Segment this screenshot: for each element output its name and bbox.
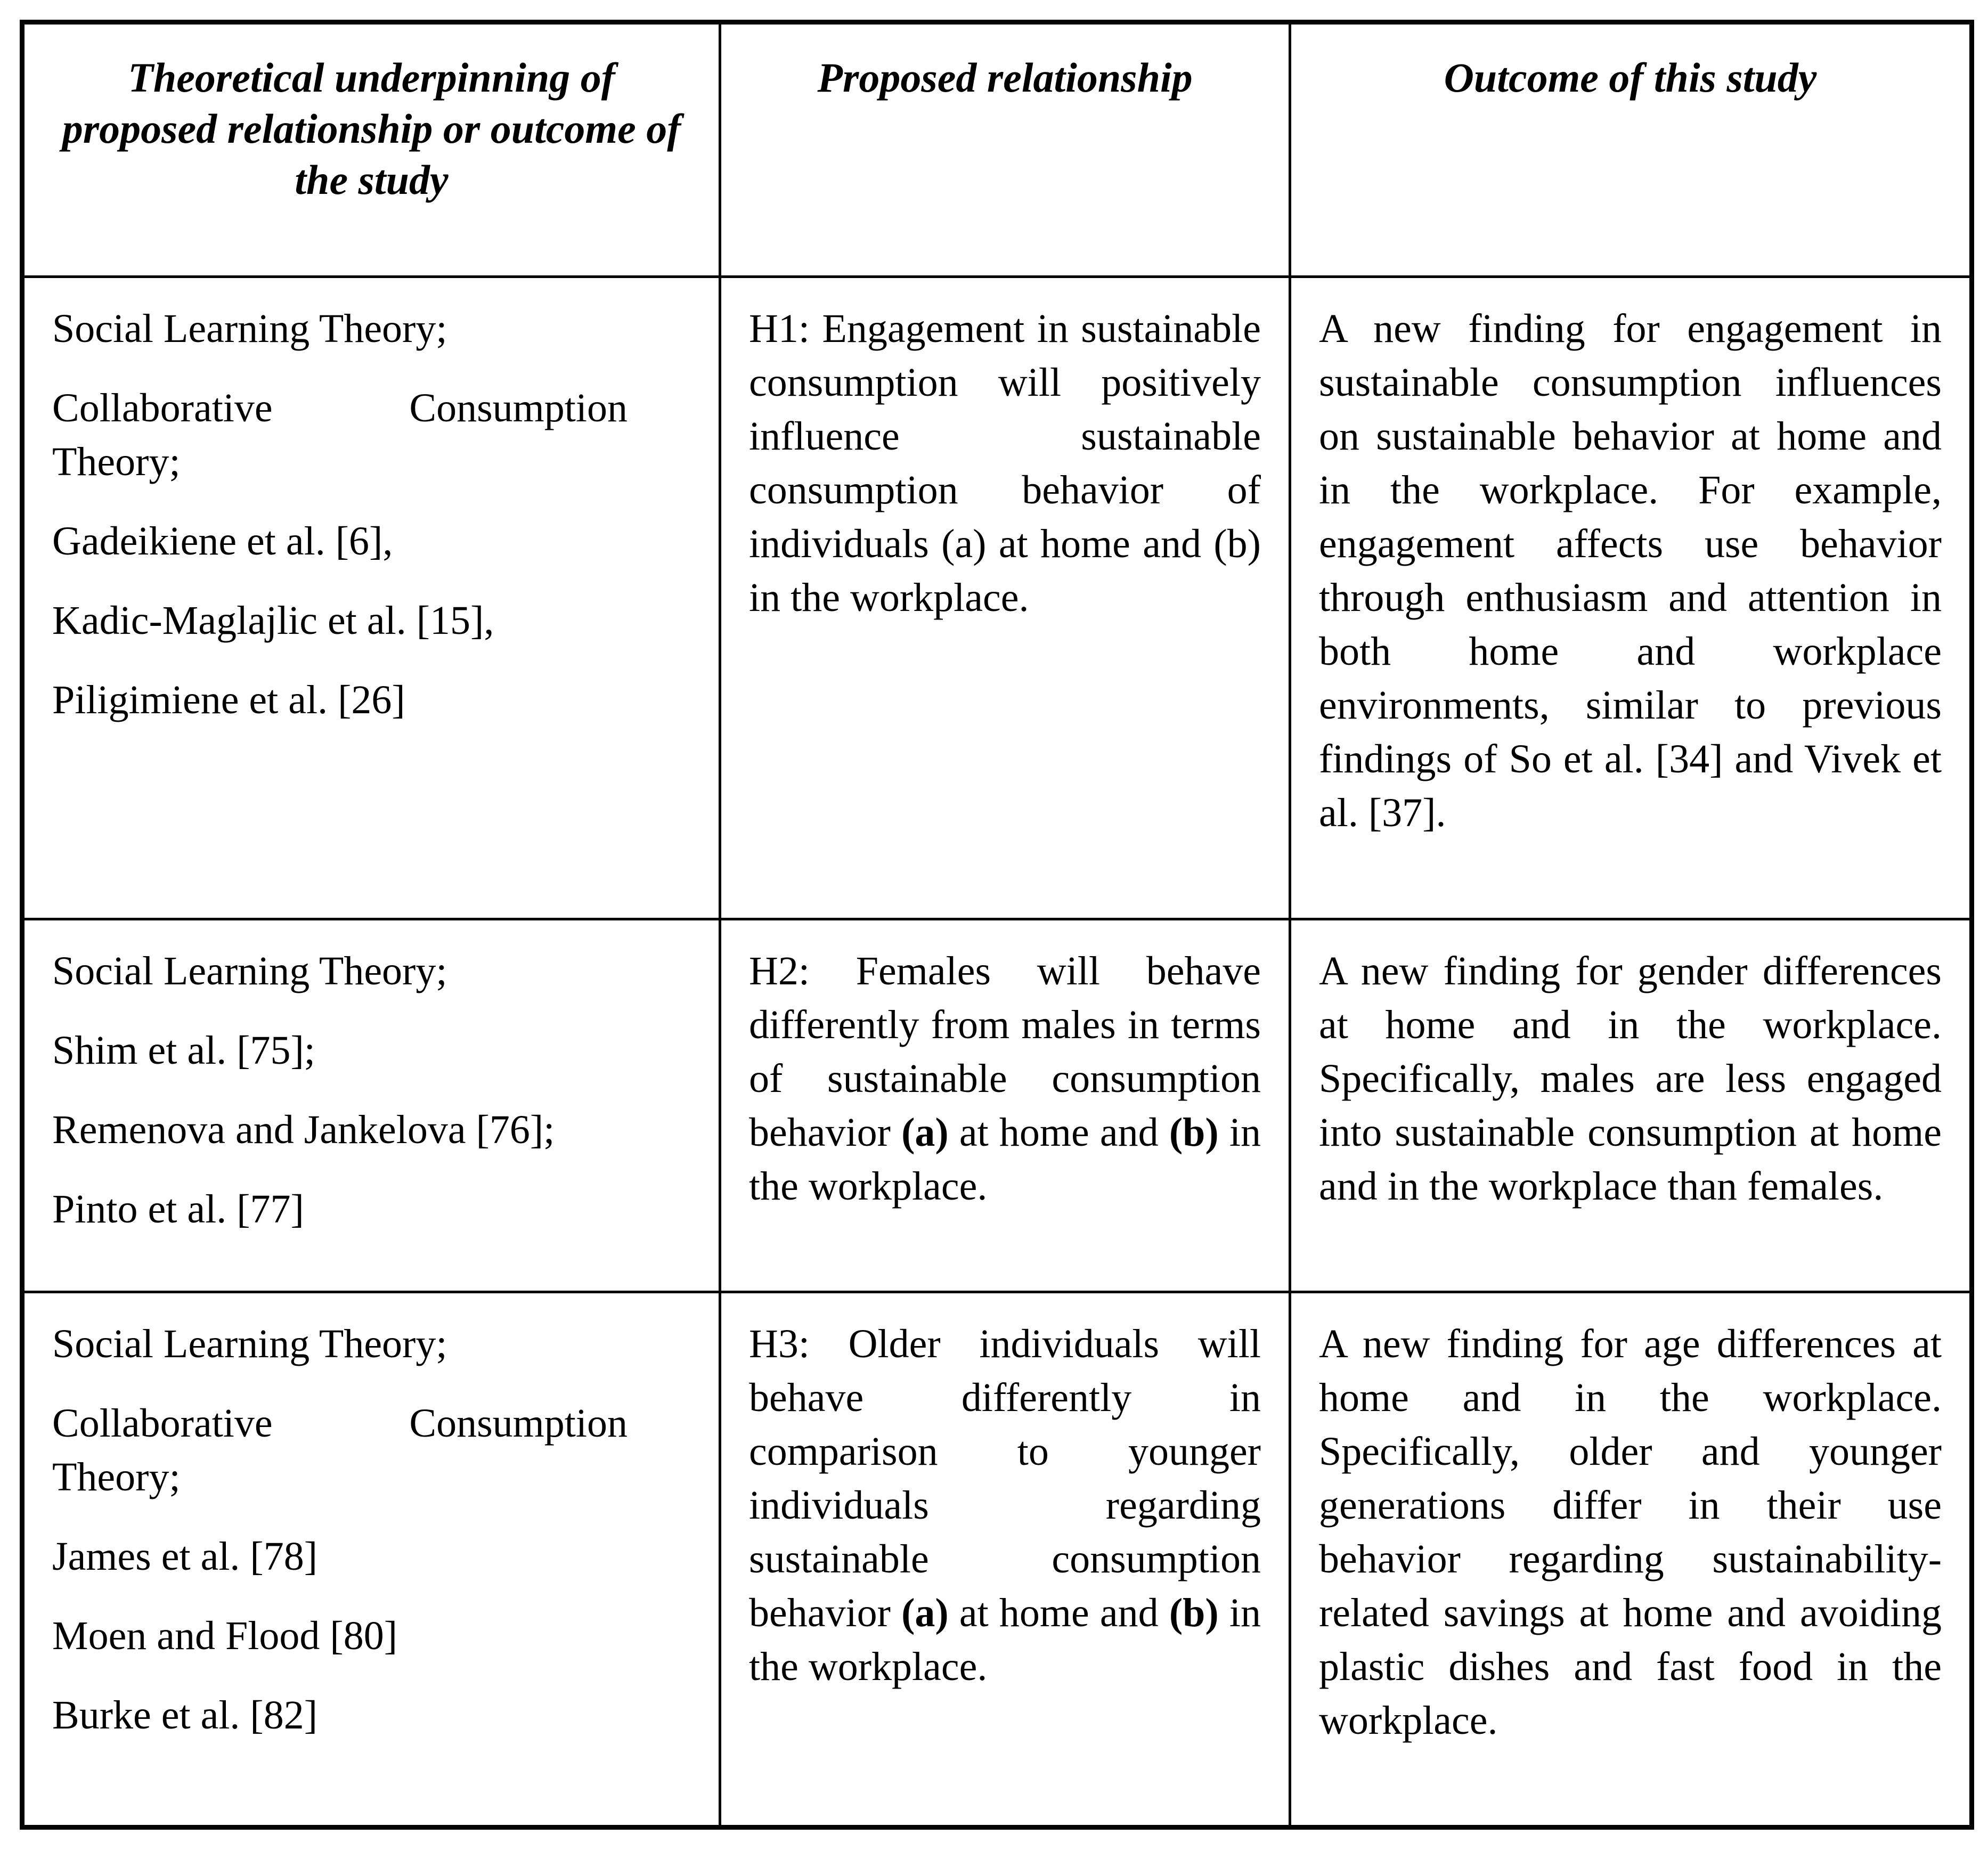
theory-paragraph: Social Learning Theory; [52,1322,447,1366]
theory-paragraph: Remenova and Jankelova [76]; [52,1107,555,1152]
table-row-h1 [22,277,1972,919]
theory-paragraph: James et al. [78] [52,1534,318,1579]
theory-paragraph: Social Learning Theory; [52,949,447,993]
cell-h1-theory [22,277,720,919]
cell-h2-outcome [1290,919,1972,1292]
cell-h2-relationship [720,919,1290,1292]
outcome-text: A new finding for gender differences at home and in the workplace. Specifically, males are less engaged into sustainable consumption at home and in the workplace than females. [1319,949,1942,1209]
cell-h2-theory [22,919,720,1292]
theory-paragraph: Shim et al. [75]; [52,1028,315,1073]
hypothesis-text: H2: Females will behave differently from males in terms of sustainable consumption behavior (a) at home and (b) in the workplace. [749,949,1261,1209]
theory-paragraph: Pinto et al. [77] [52,1187,304,1232]
cell-h3-theory [22,1292,720,1828]
column-header-theoretical-underpinning: Theoretical underpinning of proposed relationship or outcome of the study [22,22,720,277]
theory-paragraph: Gadeikiene et al. [6], [52,519,393,564]
cell-h1-relationship [720,277,1290,919]
theory-paragraph: Moen and Flood [80] [52,1613,398,1658]
cell-h3-outcome [1290,1292,1972,1828]
hypotheses-summary-table [20,20,1974,1830]
theory-paragraph: Kadic-Maglajlic et al. [15], [52,598,494,643]
theory-paragraph: Social Learning Theory; [52,306,447,351]
theory-paragraph: Burke et al. [82] [52,1693,318,1738]
hypothesis-text: H1: Engagement in sustainable consumption will positively influence sustainable consumption behavior of individuals (a) at home and (b) in the workplace. [749,306,1261,620]
theory-paragraph: Collaborative Consumption Theory; [52,386,628,484]
column-header-proposed-relationship: Proposed relationship [720,22,1290,277]
theory-paragraph: Piligimiene et al. [26] [52,678,405,722]
cell-h3-relationship [720,1292,1290,1828]
outcome-text: A new finding for engagement in sustainable consumption influences on sustainable behavior at home and in the workplace. For example, engagement affects use behavior through enthusiasm and attention in both home and workplace environments, similar to previous findings of So et al. [34] and Vivek et al. [37]. [1319,306,1942,835]
header-row [22,22,1972,277]
hypothesis-text: H3: Older individuals will behave differently in comparison to younger individuals regarding sustainable consumption behavior (a) at home and (b) in the workplace. [749,1322,1261,1689]
theory-paragraph: Collaborative Consumption Theory; [52,1401,628,1499]
column-header-outcome: Outcome of this study [1290,22,1972,277]
cell-h1-outcome [1290,277,1972,919]
table-row-h2 [22,919,1972,1292]
table-row-h3 [22,1292,1972,1828]
outcome-text: A new finding for age differences at home and in the workplace. Specifically, older and younger generations differ in their use behavior regarding sustainability-related savings at home and avoiding plastic dishes and fast food in the workplace. [1319,1322,1942,1743]
